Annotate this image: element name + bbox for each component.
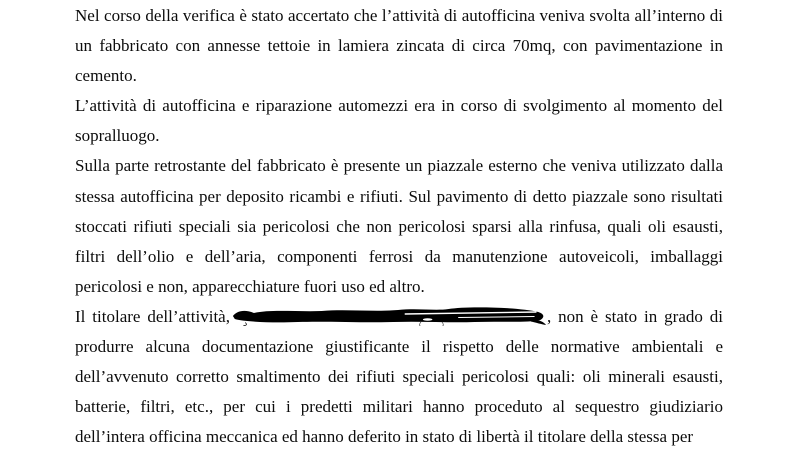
redaction-scribble-icon	[231, 306, 546, 326]
paragraph-titolare-sequestro	[75, 302, 723, 452]
text-before-redaction: Il titolare dell’attività,	[75, 306, 230, 326]
paragraph-piazzale-rifiuti: Sulla parte retrostante del fabbricato è presente un piazzale esterno che veniva utilizzato dalla stessa autofficina per deposito ricambi e rifiuti. Sul pavimento di detto piazzale sono risultati stoccati rifiuti speciali sia pericolosi che non pericolosi sparsi alla rinfusa, quali oli esausti, filtri dell’olio e dell’aria, componenti ferrosi da manutenzione autoveicoli, imballaggi pericolosi e non, apparecchiature fuori uso ed altro.	[75, 156, 723, 296]
paragraph-verifica: Nel corso della verifica è stato accertato che l’attività di autofficina veniva svolta all’interno di un fabbricato con annesse tettoie in lamiera zincata di circa 70mq, con pavimentazione in cemento.	[75, 6, 723, 86]
paragraph-attivita-in-corso: L’attività di autofficina e riparazione automezzi era in corso di svolgimento al momento del sopralluogo.	[75, 96, 723, 146]
document-body-text	[75, 1, 723, 452]
text-after-redaction: , non è stato in grado di produrre alcuna documentazione giustificante il rispetto delle normative ambientali e dell’avvenuto corretto smaltimento dei rifiuti speciali pericolosi quali: oli minerali esausti, batterie, filtri, etc., per cui i predetti militari hanno proceduto al sequestro giudiziario dell’intera officina meccanica ed hanno deferito in stato di libertà il titolare della stessa per	[75, 306, 723, 447]
